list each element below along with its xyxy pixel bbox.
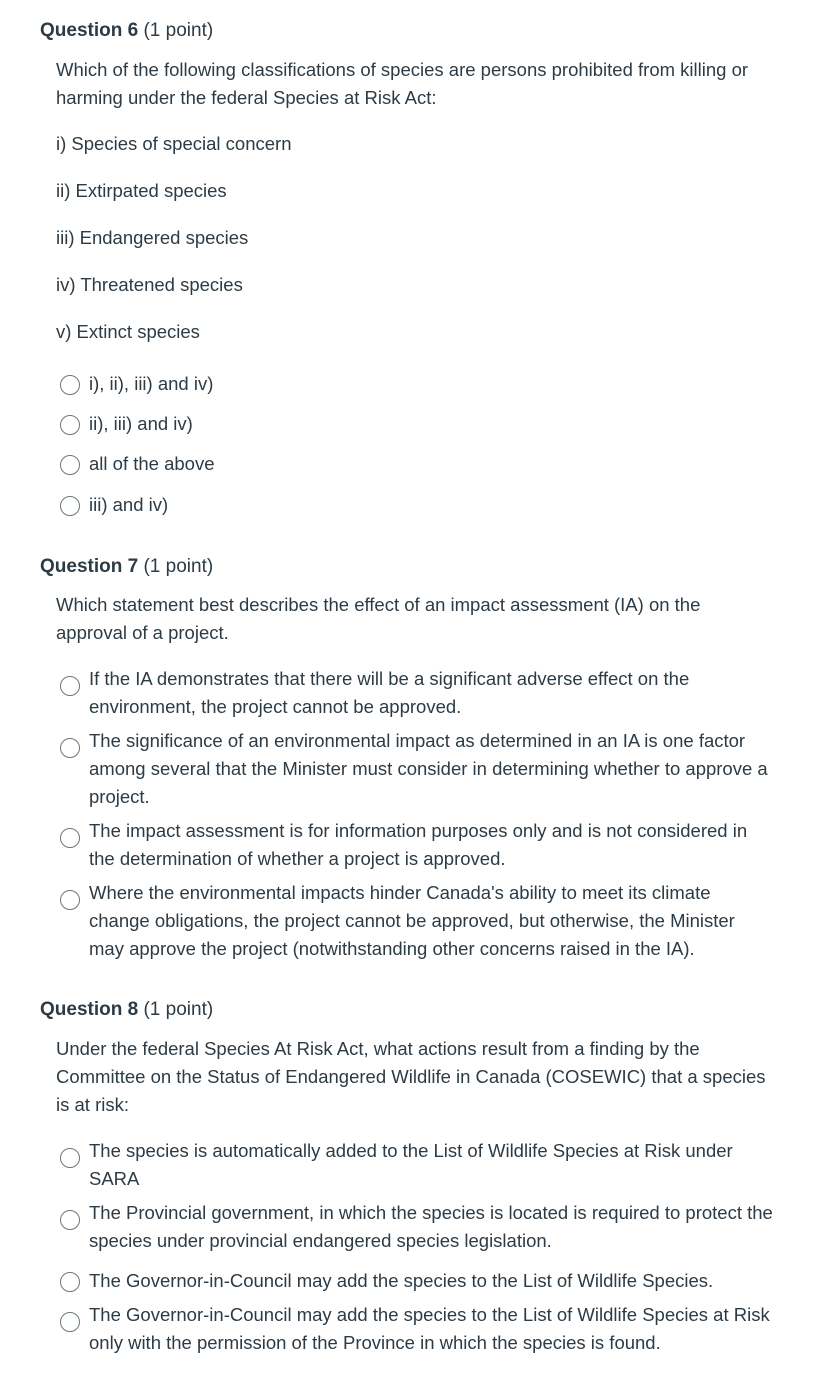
question-points: (1 point): [143, 999, 214, 1020]
radio-button[interactable]: [60, 455, 80, 475]
option-label[interactable]: The species is automatically added to the List of Wildlife Species at Risk under SARA: [89, 1140, 733, 1189]
option-label[interactable]: The impact assessment is for information purposes only and is not considered in the determination of whether a project is approved.: [89, 820, 748, 869]
radio-button[interactable]: [60, 1148, 80, 1168]
option-label[interactable]: The significance of an environmental impact as determined in an IA is one factor among several that the Minister must consider in determining whether to approve a project.: [89, 730, 768, 807]
question-6-heading: [40, 19, 213, 43]
radio-button[interactable]: [60, 676, 80, 696]
question-7-text: Which statement best describes the effect of an impact assessment (IA) on the approval of a project.: [56, 594, 701, 643]
radio-button[interactable]: [60, 890, 80, 910]
option-label[interactable]: ii), iii) and iv): [89, 413, 193, 434]
radio-button[interactable]: [60, 1210, 80, 1230]
option-label[interactable]: The Governor-in-Council may add the species to the List of Wildlife Species.: [89, 1270, 714, 1291]
radio-button[interactable]: [60, 828, 80, 848]
question-points: (1 point): [143, 556, 214, 577]
option-label[interactable]: The Governor-in-Council may add the species to the List of Wildlife Species at Risk only with the permission of the Province in which the species is found.: [89, 1304, 770, 1353]
radio-button[interactable]: [60, 1312, 80, 1332]
option-label[interactable]: i), ii), iii) and iv): [89, 373, 214, 394]
radio-button[interactable]: [60, 1272, 80, 1292]
roman-item: iv) Threatened species: [56, 274, 243, 295]
question-6-text: Which of the following classifications of species are persons prohibited from killing or harming under the federal Species at Risk Act:: [56, 59, 749, 108]
question-8-heading: [40, 998, 213, 1022]
option-label[interactable]: all of the above: [89, 453, 215, 474]
option-label[interactable]: iii) and iv): [89, 494, 169, 515]
roman-item: ii) Extirpated species: [56, 180, 227, 201]
question-title: Question 6: [40, 20, 139, 41]
roman-item: iii) Endangered species: [56, 227, 249, 248]
roman-item: i) Species of special concern: [56, 133, 292, 154]
radio-button[interactable]: [60, 375, 80, 395]
question-7-heading: [40, 555, 213, 579]
question-title: Question 7: [40, 556, 139, 577]
radio-button[interactable]: [60, 415, 80, 435]
question-points: (1 point): [143, 20, 214, 41]
option-label[interactable]: Where the environmental impacts hinder Canada's ability to meet its climate change obligations, the project cannot be approved, but otherwise, the Minister may approve the project (notwithstanding other concerns raised in the IA).: [89, 882, 735, 959]
question-title: Question 8: [40, 999, 139, 1020]
option-label[interactable]: The Provincial government, in which the species is located is required to protect the species under provincial endangered species legislation.: [89, 1202, 773, 1251]
radio-button[interactable]: [60, 738, 80, 758]
roman-item: v) Extinct species: [56, 321, 200, 342]
question-8-text: Under the federal Species At Risk Act, what actions result from a finding by the Committee on the Status of Endangered Wildlife in Canada (COSEWIC) that a species is at risk:: [56, 1038, 766, 1115]
radio-button[interactable]: [60, 496, 80, 516]
option-label[interactable]: If the IA demonstrates that there will be a significant adverse effect on the environment, the project cannot be approved.: [89, 668, 690, 717]
